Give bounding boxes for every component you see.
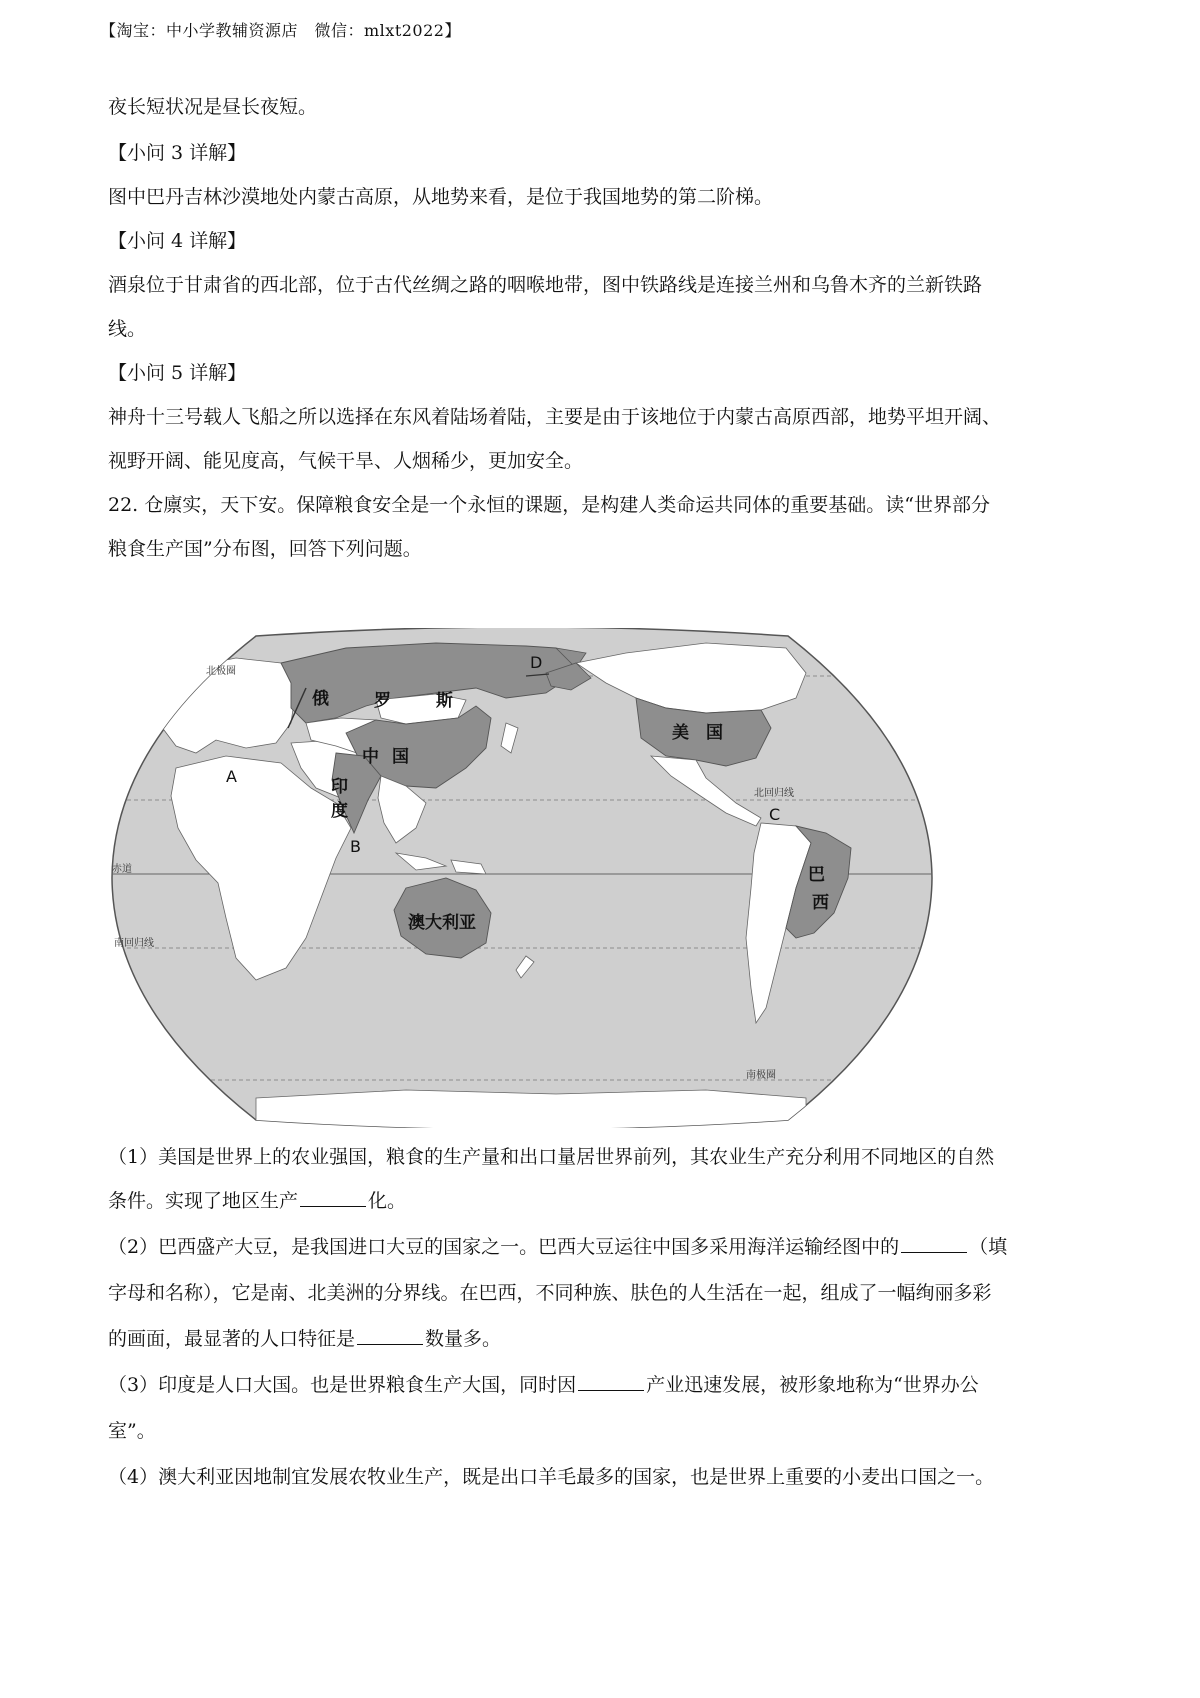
question-22-stem: 粮食生产国”分布图，回答下列问题。 — [108, 538, 422, 560]
question-22-stem: 22. 仓廪实，天下安。保障粮食安全是一个永恒的课题，是构建人类命运共同体的重要基础。读“世界部分 — [108, 494, 990, 516]
world-grain-producers-map — [106, 628, 938, 1128]
question-1-cont — [108, 1188, 406, 1214]
text-line: 酒泉位于甘肃省的西北部，位于古代丝绸之路的咽喉地带，图中铁路线是连接兰州和乌鲁木齐的兰新铁路 — [108, 274, 983, 296]
label-china-2: 国 — [392, 747, 409, 767]
question-2-cont: 字母和名称），它是南、北美洲的分界线。在巴西，不同种族、肤色的人生活在一起，组成了一幅绚丽多彩 — [108, 1282, 992, 1304]
question-3 — [108, 1372, 979, 1398]
question-2-cont — [108, 1326, 501, 1352]
question-2-text: （填 — [969, 1236, 1008, 1258]
question-4: （4）澳大利亚因地制宜发展农牧业生产，既是出口羊毛最多的国家，也是世界上重要的小麦出口国之一。 — [108, 1466, 995, 1488]
label-equator: 赤道 — [112, 864, 132, 875]
point-c: C — [769, 805, 781, 824]
page-header: 【淘宝：中小学教辅资源店 微信：mlxt2022】 — [100, 21, 461, 40]
question-3-text: 产业迅速发展，被形象地称为“世界办公 — [646, 1374, 979, 1396]
answer-blank-2a[interactable] — [901, 1234, 967, 1253]
question-2-text: 的画面，最显著的人口特征是 — [108, 1328, 356, 1350]
label-usa-2: 国 — [706, 723, 723, 743]
answer-blank-2b[interactable] — [357, 1326, 423, 1345]
question-2-text: 数量多。 — [425, 1328, 502, 1350]
label-brazil-2: 西 — [812, 893, 829, 913]
question-2-text: （2）巴西盛产大豆，是我国进口大豆的国家之一。巴西大豆运往中国多采用海洋运输经图中的 — [108, 1236, 900, 1258]
text-line: 线。 — [108, 318, 147, 340]
label-australia: 澳大利亚 — [408, 913, 476, 933]
label-russia-1: 俄 — [312, 689, 329, 709]
label-brazil-1: 巴 — [808, 865, 825, 885]
question-2 — [108, 1234, 1007, 1260]
point-a: A — [226, 767, 237, 786]
question-1: （1）美国是世界上的农业强国，粮食的生产量和出口量居世界前列，其农业生产充分利用不同地区的自然 — [108, 1146, 995, 1168]
label-russia-3: 斯 — [436, 691, 453, 711]
text-line: 夜长短状况是昼长夜短。 — [108, 96, 318, 118]
section-heading: 【小问 3 详解】 — [108, 142, 247, 164]
label-usa-1: 美 — [672, 723, 689, 743]
label-russia-2: 罗 — [374, 691, 391, 711]
label-india-2: 度 — [331, 801, 348, 821]
text-line: 神舟十三号载人飞船之所以选择在东风着陆场着陆，主要是由于该地位于内蒙古高原西部，地势平坦开阔、 — [108, 406, 1002, 428]
section-heading: 【小问 5 详解】 — [108, 362, 247, 384]
point-b: B — [350, 837, 361, 856]
answer-blank-1[interactable] — [300, 1188, 366, 1207]
text-line: 图中巴丹吉林沙漠地处内蒙古高原，从地势来看，是位于我国地势的第二阶梯。 — [108, 186, 774, 208]
label-tropic-cancer: 北回归线 — [754, 788, 794, 799]
label-arctic-circle: 北极圈 — [206, 666, 236, 677]
question-1-text: 条件。实现了地区生产 — [108, 1190, 299, 1212]
section-heading: 【小问 4 详解】 — [108, 230, 247, 252]
antarctica-landmass — [256, 1090, 806, 1128]
point-d: D — [530, 653, 543, 672]
question-3-cont: 室”。 — [108, 1420, 156, 1442]
answer-blank-3[interactable] — [578, 1372, 644, 1391]
question-3-text: （3）印度是人口大国。也是世界粮食生产大国，同时因 — [108, 1374, 577, 1396]
question-1-text: 化。 — [368, 1190, 407, 1212]
label-antarctic-circle: 南极圈 — [746, 1070, 776, 1081]
label-tropic-capricorn: 南回归线 — [114, 938, 154, 949]
label-china-1: 中 — [362, 747, 379, 767]
label-india-1: 印 — [331, 777, 348, 797]
text-line: 视野开阔、能见度高，气候干旱、人烟稀少，更加安全。 — [108, 450, 584, 472]
